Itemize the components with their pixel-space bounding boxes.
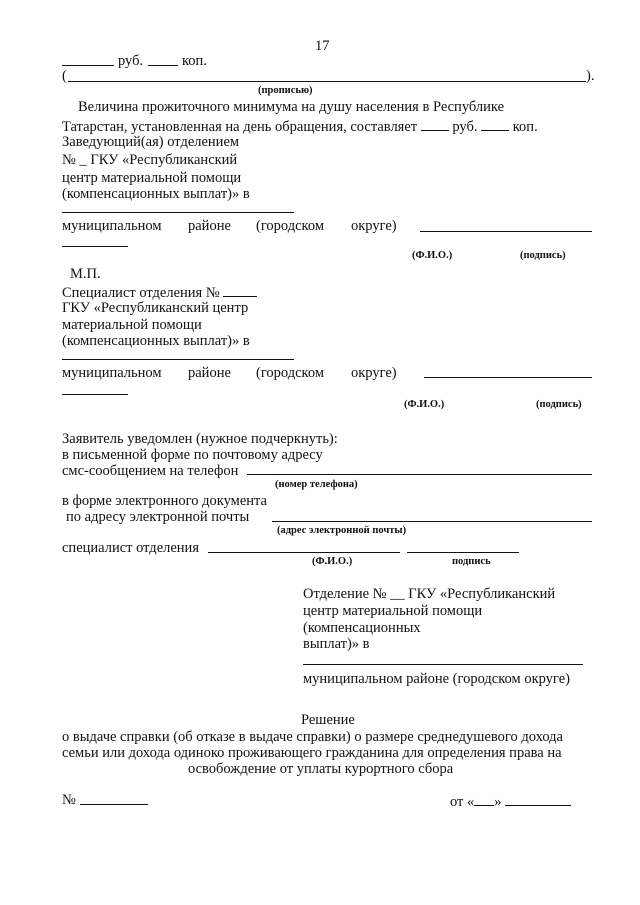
decision-number-line [80, 804, 148, 805]
dept-line-1: Отделение № __ ГКУ «Республиканский [303, 586, 556, 602]
head-extra-line [62, 246, 128, 247]
date-close-quote: » [494, 794, 502, 810]
decision-number-label: № [62, 792, 76, 808]
head-district-word-1: муниципальном [62, 218, 162, 234]
rub-amount-line [62, 65, 114, 66]
page-number: 17 [315, 38, 330, 54]
dept-line-2: центр материальной помощи [303, 603, 483, 619]
head-line-4: (компенсационных выплат)» в [62, 186, 250, 202]
specialist-label: Специалист отделения № [62, 285, 220, 301]
head-fio-line [420, 231, 592, 232]
in-words-hint: (прописью) [258, 85, 313, 96]
phone-number-hint: (номер телефона) [275, 479, 358, 490]
head-fio-hint: (Ф.И.О.) [412, 250, 453, 261]
notify-sms: смс-сообщением на телефон [62, 463, 239, 479]
notify-title: Заявитель уведомлен (нужное подчеркнуть): [62, 431, 338, 447]
dept-district-name-line [303, 664, 583, 665]
phone-number-line [247, 474, 592, 475]
specialist-district-word-2: районе [188, 365, 231, 381]
subsistence-kop: коп. [512, 119, 538, 135]
subsistence-rub: руб. [452, 119, 478, 135]
head-district-word-3: (городском [256, 218, 325, 234]
specialist-district-word-3: (городском [256, 365, 325, 381]
decision-date [450, 792, 571, 810]
open-paren: ( [62, 68, 67, 84]
specialist-line-3: материальной помощи [62, 317, 202, 333]
email-hint: (адрес электронной почты) [277, 525, 407, 536]
specialist-line-4: (компенсационных выплат)» в [62, 333, 250, 349]
close-paren: ). [586, 68, 595, 84]
subsistence-line-1: Величина прожиточного минимума на душу населения в Республике [78, 99, 505, 115]
kop-label: коп. [182, 53, 207, 69]
specialist-line-1 [62, 283, 257, 301]
head-sign-hint: (подпись) [520, 250, 566, 261]
specialist-district-name-line [62, 359, 294, 360]
decision-line-2: семьи или дохода одиноко проживающего гражданина для определения права на [62, 745, 562, 761]
kop-amount-line [148, 65, 178, 66]
subsistence-text: Татарстан, установленная на день обращения, составляет [62, 119, 418, 135]
head-line-2: № _ ГКУ «Республиканский [62, 152, 238, 168]
specialist-fio-hint: (Ф.И.О.) [404, 399, 445, 410]
email-line [272, 521, 592, 522]
date-day-blank [474, 792, 494, 806]
kop-blank [481, 117, 509, 131]
specialist-line-2: ГКУ «Республиканский центр [62, 300, 249, 316]
specialist-sign-hint: (подпись) [536, 399, 582, 410]
amount-in-words-line [68, 81, 586, 82]
head-line-1: Заведующий(ая) отделением [62, 134, 240, 150]
head-line-3: центр материальной помощи [62, 170, 242, 186]
specialist-dept-number-blank [223, 283, 257, 297]
decision-title: Решение [301, 712, 355, 728]
head-district-name-line [62, 212, 294, 213]
stamp-mark: М.П. [70, 266, 101, 282]
head-district-word-4: округе) [351, 218, 397, 234]
notify-sign-hint: подпись [452, 556, 491, 567]
decision-line-1: о выдаче справки (об отказе в выдаче справки) о размере среднедушевого дохода [62, 729, 563, 745]
specialist-fio-line [424, 377, 592, 378]
rub-blank [421, 117, 449, 131]
specialist-district-word-4: округе) [351, 365, 397, 381]
specialist-district-word-1: муниципальном [62, 365, 162, 381]
subsistence-line-2 [62, 117, 538, 135]
dept-line-4: выплат)» в [303, 636, 370, 652]
notify-specialist: специалист отделения [62, 540, 199, 556]
decision-line-3: освобождение от уплаты курортного сбора [188, 761, 454, 777]
dept-line-3: (компенсационных [303, 620, 421, 636]
head-district-word-2: районе [188, 218, 231, 234]
date-month-year-blank [505, 792, 571, 806]
date-from-label: от « [450, 794, 475, 810]
rub-label: руб. [118, 53, 144, 69]
notify-fio-line [208, 552, 400, 553]
notify-sign-line [407, 552, 519, 553]
notify-edoc: в форме электронного документа [62, 493, 267, 509]
notify-postal: в письменной форме по почтовому адресу [62, 447, 323, 463]
notify-email: по адресу электронной почты [66, 509, 250, 525]
notify-fio-hint: (Ф.И.О.) [312, 556, 353, 567]
specialist-extra-line [62, 394, 128, 395]
dept-district: муниципальном районе (городском округе) [303, 671, 570, 687]
